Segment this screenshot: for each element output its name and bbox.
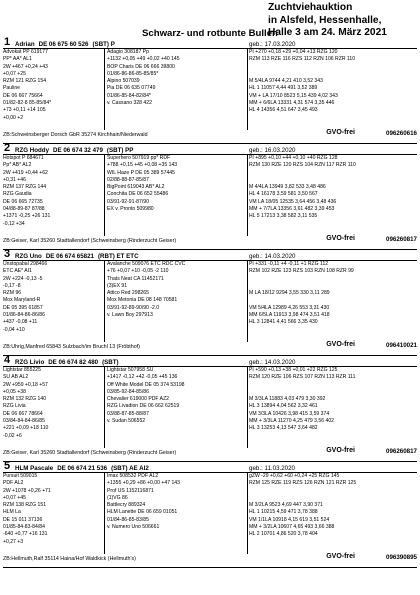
breeding-values [249,367,415,433]
pedigree-line: ETC AE* AI1 [3,268,32,275]
pedigree-line: 2W +224 -0,13 -5 [3,275,43,282]
pedigree-line [249,488,415,495]
catalog-entry [3,36,417,144]
pedigree-line: +1371 -0,25 +26 131 [3,213,51,220]
auction-title [268,2,387,40]
breeder-info: ZB:Geiser, Karl 35260 Stadtallendorf (Schweinsberg (Rinderzucht Geiser) [3,450,177,456]
pedigree-line: DE 06 667 75664 [3,92,43,99]
pedigree-line: Hotspot P 684671 [3,155,44,161]
pedigree-line: +1132 +0,05 +49 +0,02 +40 145 [107,56,180,63]
birth-date: geb.: 14.03.2020 [249,253,296,260]
pedigree-line: +0,05 +38 [3,388,26,395]
gvo-status: GVO-frei [326,235,355,242]
pedigree-line: RZG Livia [3,403,26,410]
birth-date: geb.: 11.03.2020 [249,465,295,472]
pedigree-line: +1417 -0,12 +42 -0,05 +45 136 [107,374,178,381]
breeding-values [249,261,415,327]
pedigree-line: RZG Gaudia [3,191,32,198]
pedigree-line: Chevalier 619000 PDF AZ2 [107,396,170,403]
pedigree-line: +437 -0,08 +11 [3,319,38,326]
lot-number: 5 [4,460,11,472]
entry-header [3,36,417,49]
pedigree-line: HL 4 14356 4,51 647 3,45 493 [249,107,318,114]
bull-name-text: HLM Pascale [15,465,54,472]
pedigree-line: HL 2 10701 4,86 520 3,78 404 [249,531,318,538]
pedigree-line: v. Sudan 506552 [107,418,146,425]
pedigree-line: DE 05 395 61857 [3,304,43,311]
lot-number: 1 [4,36,11,48]
pedigree-line [249,71,415,78]
pedigree-line: Pauline [3,85,20,92]
pedigree-line [249,177,415,184]
farm-id: 096260817 [386,235,417,243]
pedigree-grandparents [107,49,247,107]
pedigree-sire-dam [3,49,103,122]
pedigree-line: HL 5 17213 3,38 582 3,11 535 [249,213,318,220]
pedigree-line: PI +895 +0,10 +44 +0,10 +40 RZG 128 [249,155,338,161]
pedigree-line: v. Lawn Boy 297913 [107,312,153,319]
pedigree-grandparents [107,155,247,213]
pedigree-line [249,276,415,283]
pedigree-line [249,64,415,71]
pedigree-sire-dam [3,367,103,440]
ear-tag: DE 06 674 32 479 [53,147,103,154]
pedigree-line: VM 1/1LA 10918 4,15 619 3,51 524 [249,516,330,523]
pedigree-line: VM 5/4LA 12989 4,26 553 3,31 430 [249,304,330,311]
pedigree-line: Thats Neat CA 11452171 [107,275,164,282]
pedigree-line: Superhero 507919 pp* RDF [107,155,171,161]
pedigree-line: Adagio 308187 Pp [107,49,149,55]
pedigree-line: BigPoint 619043 AB* AL2 [107,184,165,191]
pedigree-line: Avalanche 509076 ETC RDC CVC [107,261,186,267]
bull-name-text: RZG Uno [15,253,42,260]
pedigree-line: Mox Maryland-R [3,297,41,304]
pedigree-line: Lightstar 855225 [3,367,41,373]
column-divider [104,49,105,130]
pedigree-line: DE 15 011 37136 [3,516,43,523]
pedigree-line: 2W +1078 +0,26 +71 [3,487,51,494]
pedigree-line: HLM La [3,509,21,516]
pedigree-line: RZM 130 RZE 120 RZS 104 RZN 117 RZR 110 [249,162,356,169]
pedigree-line: -640 +0,77 +16 131 [3,531,48,538]
gvo-status: GVO-frei [326,553,355,560]
catalog-entry [3,248,417,356]
pedigree-line: 03/91-92-91-87/90 [107,198,149,205]
pedigree-line: HL 1 10215 4,59 471 3,78 388 [249,509,318,516]
bull-name [15,253,143,260]
column-divider [247,367,248,448]
title-line: Zuchtviehauktion [268,2,353,13]
pedigree-line: +0,31 +46 [3,176,26,183]
bull-name-text: RZG Hoddy [15,147,50,154]
lot-number: 4 [4,354,11,366]
breeder-info: ZB:Uhrig,Manfred 65843 Sulzbach/im Bruchl 13 (Fröbthof) [3,344,140,350]
pedigree-line: 2W +959 +0,18 +57 [3,381,48,388]
pedigree-line [249,170,415,177]
ear-tag: DE 06 675 60 526 [38,41,89,48]
pedigree-line: HL 3 13894 4,04 562 3,32 461 [249,403,318,410]
pedigree-line: 2W +419 +0,44 +62 [3,169,48,176]
pedigree-line: Pursuit 509015 [3,473,38,479]
ear-tag: DE 06 674 82 480 [48,359,99,366]
pedigree-grandparents [107,367,247,425]
pedigree-line: -0,17 -8 [3,282,21,289]
pedigree-line: RZM 121 RZG 154 [3,78,47,85]
pedigree-line: RZM 125 RZE 119 RZS 126 RZN 121 RZR 125 [249,480,357,487]
pedigree-line [249,382,415,389]
pedigree-line: RZM 102 RZE 123 RZS 103 RZN 108 RZR 99 [249,268,354,275]
entry-header [3,248,417,261]
pedigree-line: -0,04 +10 [3,326,25,333]
pedigree-sire-dam [3,261,103,334]
pedigree-line: WIL Haze P DE 05 389 57445 [107,169,175,176]
pedigree-line: (1)VG 86 [107,494,128,501]
column-divider [104,155,105,236]
farm-id: 096390895 [386,553,417,561]
pedigree-line: RZM 120 RZE 106 RZS 107 RZN 113 RZR 111 [249,374,356,381]
bull-name [15,465,153,472]
pedigree-line: -0,12 +34 [3,220,25,227]
pedigree-line: 01/82-82-8 85-85/84* [3,100,52,107]
breeder-info: ZB:Schweinsberger Dorsch GbR 35274 Kirchhain/Niederwald [3,132,148,138]
pedigree-grandparents [107,261,247,319]
pedigree-line: RZM 138 RZG 151 [3,502,47,509]
pedigree-line: Unstopabal 298466 [3,261,48,267]
pedigree-line: VM + LA 17/10 8523 5,15 439 4,02 343 [249,92,338,99]
pedigree-line: 01/86-85-84-82/84* [107,92,151,99]
column-divider [104,473,105,554]
pedigree-line: MM + 6/6LA 13331 4,31 574 3,35 446 [249,100,335,107]
ear-tag: DE 06 674 21 536 [57,465,108,472]
pedigree-line: 03/91-92-89-90/90 -2.0 [107,304,160,311]
pedigree-line: 04/88-89-87 87/88 [3,206,45,213]
catalog-entry [3,354,417,462]
pedigree-line: M 3/2LA 9523 4,69 447 3,90 371 [249,502,323,509]
birth-date: geb.: 14.03.2020 [249,359,296,366]
birth-date: geb.: 16.03.2020 [249,147,296,154]
column-divider [247,473,248,554]
pedigree-line: +76 +0,07 +10 -0,05 -2 110 [107,268,169,275]
bull-name-text: RZG Livio [15,359,45,366]
pedigree-sire-dam [3,473,103,546]
column-divider [247,49,248,130]
pedigree-line: HL 4 16178 3,59 581 3,50 567 [249,191,318,198]
pedigree-line: EX v. Pronto 509980 [107,206,154,213]
breeder-info: ZB:Hellmuth,Ralf 35114 Haina/Hof Waldkick (Hellmuth's) [3,556,136,562]
pedigree-line: +0,27 +3 [3,538,24,545]
column-divider [247,261,248,342]
pedigree-line: Lightstar 507958 SU [107,367,154,373]
breed-code: (SBT) P [92,41,115,48]
pedigree-line: v. Numero Uno 506661 [107,524,160,531]
breeding-values [249,473,415,539]
gvo-status: GVO-frei [326,129,355,136]
pedigree-line: BOP Charis DE 06 666 39800 [107,63,175,70]
pedigree-line: Prof US 1152116871 [107,487,154,494]
pedigree-line: PI +590 +0,13 +38 +0,01 +22 RZG 125 [249,367,338,373]
pedigree-line: Alpino 507039 [107,78,140,85]
lot-number: 3 [4,248,11,260]
pedigree-line: +788 +0,15 +45 +0,08 +35 143 [107,162,178,169]
lot-number: 2 [4,142,11,154]
pedigree-line: gZW -29 +0,62 +60 +0,24 +25 RZG 145 [249,473,340,479]
pedigree-line: +0,07 +45 [3,494,26,501]
pedigree-line: Advokat PP 619177 [3,49,48,55]
pedigree-line: Off White Model DE 05 374 53198 [107,381,185,388]
pedigree-line: +0,07 +25 [3,70,26,77]
catalog-entry [3,460,417,568]
farm-id: 096410021 [386,341,417,349]
pedigree-line: HL 1 11057 4,44 491 3,52 389 [249,85,318,92]
pedigree-line: 01/84-86-85-83/85 [107,516,149,523]
pedigree-line: VM LA 18/05 12535 3,64 456 3,48 436 [249,198,337,205]
pedigree-line: HL 3 13253 4,13 547 3,64 482 [249,425,318,432]
pedigree-line: VM 3/3LA 10426 3,98 415 3,59 374 [249,410,330,417]
pedigree-line: PP* AA* AL1 [3,56,32,63]
gvo-status: GVO-frei [326,341,355,348]
pedigree-line: PI +331 -0,11 +4 -0,11 +1 RZG 112 [249,261,329,267]
farm-id: 096260616 [386,129,417,137]
pedigree-line: Imax 508532 PDF AL2 [107,473,159,479]
pedigree-line: M 3/3LA 11883 4,03 479 3,30 392 [249,396,326,403]
pedigree-line [249,495,415,502]
breeding-values [249,49,415,115]
pedigree-line: -0,02 +6 [3,432,22,439]
pedigree-line: 2W +467 +0,24 +43 [3,63,48,70]
breed-code: (SBT) AE AI2 [111,465,149,472]
pedigree-line: 01/86-84-86-86/86 [3,312,45,319]
pedigree-line: M 5/4LA 9744 4,21 410 3,52 343 [249,78,323,85]
column-divider [104,261,105,342]
pedigree-line: DE 06 665 72735 [3,198,43,205]
auction-subtitle: Schwarz- und rotbunte Bullen [142,28,278,39]
pedigree-line: 03/88-87-85-88/87 [107,410,149,417]
pedigree-line [249,389,415,396]
bull-name [15,359,123,366]
breed-code: (SBT) PP [106,147,134,154]
pedigree-line: Mox Metonia DE 08 148 70581 [107,297,178,304]
pedigree-line: RZG Livadion DE 06 662 62519 [107,403,180,410]
entry-header [3,142,417,155]
pedigree-line: Pp* AB* AL2 [3,162,32,169]
pedigree-line: 01/86-86-86-85-85/85* [107,70,159,77]
pedigree-line: PI +270 +0,18 +29 +0,04 +13 RZG 120 [249,49,338,55]
birth-date: geb.: 17.03.2020 [249,41,296,48]
pedigree-line: 01/85-84-83-84/84 [3,524,45,531]
pedigree-line: M LA 18/12 9294 3,55 330 3,11 289 [249,290,330,297]
pedigree-line: RZM 113 RZE 116 RZS 112 RZN 106 RZR 110 [249,56,356,63]
bull-name [15,147,137,154]
pedigree-line: HLM Lanette DE 06 659 01051 [107,509,178,516]
bull-name-text: Adrian [15,41,35,48]
pedigree-line: Battlecry 889324 [107,502,146,509]
catalog-entry [3,142,417,250]
pedigree-line: MM + 7/7LA 13356 3,61 482 3,39 453 [249,206,335,213]
pedigree-line: RZM 137 RZG 144 [3,184,47,191]
pedigree-line: SU AB AL2 [3,374,29,381]
pedigree-line: M 4/4LA 13949 3,82 533 3,48 486 [249,184,326,191]
pedigree-line: PDF AL2 [3,480,24,487]
gvo-status: GVO-frei [326,447,355,454]
breed-code: (RBT) ET ETC [97,253,139,260]
pedigree-line: (3)EX 91 [107,282,128,289]
bull-name [15,41,119,48]
pedigree-line: RZM 96 [3,290,22,297]
pedigree-line: +73 +0,11 +14 105 [3,107,46,114]
pedigree-line: MM 6/5LA 11913 3,98 474 3,51 418 [249,312,330,319]
pedigree-line [249,283,415,290]
entry-header [3,354,417,367]
title-line: in Alsfeld, Hessenhalle, [268,14,382,26]
breeder-info: ZB:Geiser, Karl 35260 Stadtallendorf (Schweinsberg (Rinderzucht Geiser) [3,238,177,244]
pedigree-line: Conchita DE 06 652 55486 [107,191,169,198]
pedigree-line: 03/85-92-84-85/86 [107,388,149,395]
ear-tag: DE 06 674 65821 [45,253,94,260]
pedigree-grandparents [107,473,247,531]
pedigree-line: Pia DE 06 635 07749 [107,85,156,92]
pedigree-line: 03/84-84-84-86/85 [3,418,45,425]
pedigree-line: DE 06 667 78664 [3,410,43,417]
pedigree-line: RZM 132 RZG 140 [3,396,47,403]
pedigree-line [249,297,415,304]
pedigree-line: MM + 3/3LA 11270 4,25 479 3,56 402 [249,418,335,425]
entry-header [3,460,417,473]
pedigree-line: 02/88-88-87-85/87 [107,176,149,183]
pedigree-line: +0,00 +2 [3,114,24,121]
pedigree-line: +1355 +0,29 +86 +0,00 +47 143 [107,480,180,487]
pedigree-line: v. Cassano 328 422 [107,100,152,107]
breeding-values [249,155,415,221]
pedigree-line: Attico Red 298265 [107,290,149,297]
column-divider [247,155,248,236]
title-line: Halle 3 am 24. März 2021 [268,27,387,38]
farm-id: 096260817 [386,447,417,455]
pedigree-line: HL 3 12841 4,41 566 3,35 430 [249,319,318,326]
pedigree-line: MM + 3/2LA 10607 4,65 493 3,66 388 [249,524,335,531]
pedigree-sire-dam [3,155,103,228]
column-divider [104,367,105,448]
pedigree-line: +221 +0,09 +18 110 [3,425,49,432]
breed-code: (SBT) [102,359,119,366]
